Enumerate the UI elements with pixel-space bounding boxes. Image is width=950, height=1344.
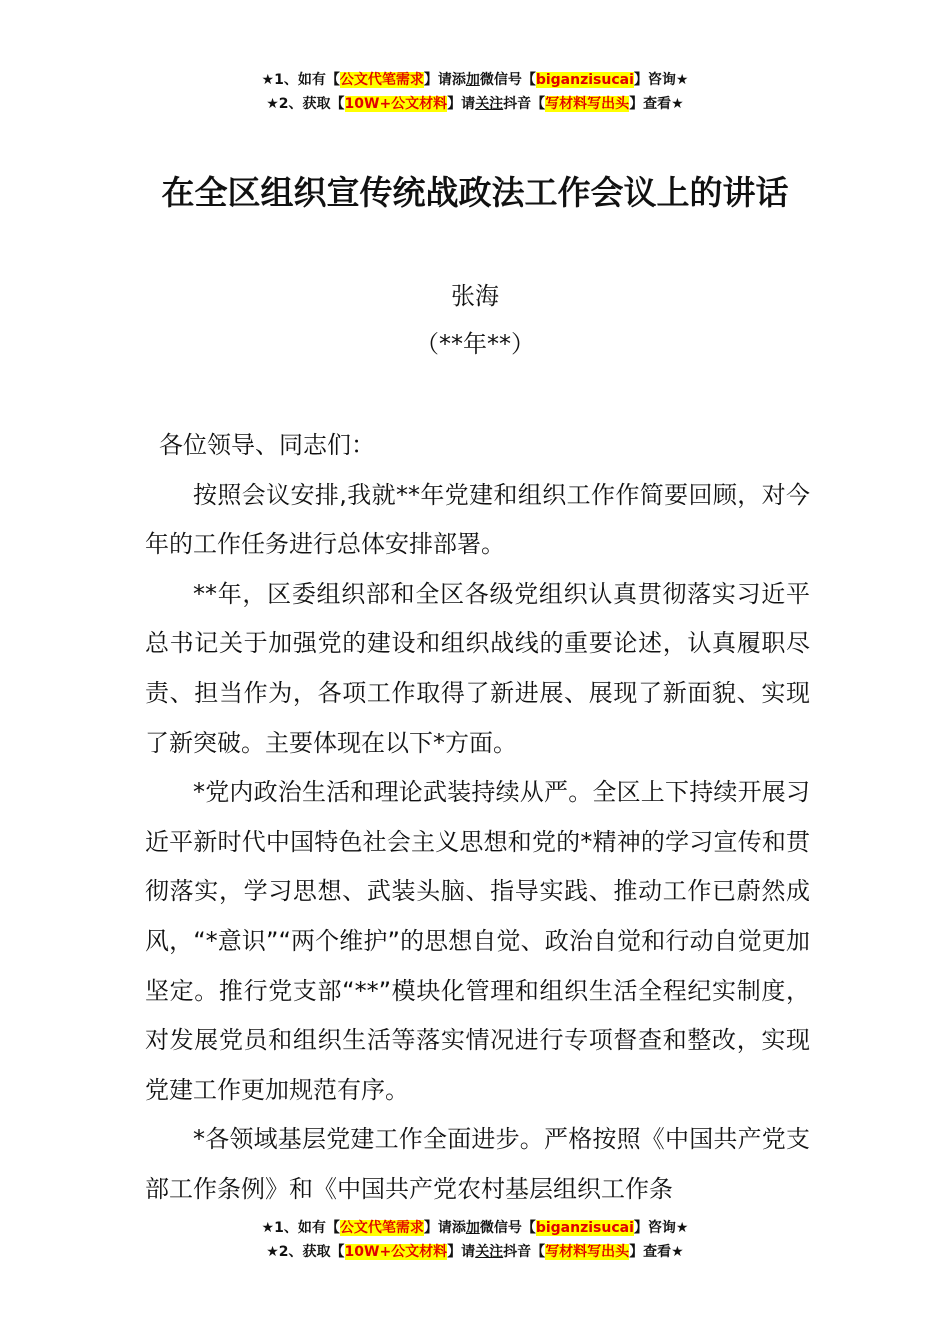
top-banner — [0, 68, 950, 116]
banner-text: ★1、如有【 — [261, 1220, 340, 1236]
paragraph: *各领域基层党建工作全面进步。严格按照《中国共产党支部工作条例》和《中国共产党农村基层组织工作条 — [145, 1125, 810, 1203]
banner-highlight: 公文代笔需求 — [339, 72, 424, 88]
banner-line-2 — [0, 1240, 950, 1264]
banner-text: 】查看★ — [629, 1244, 684, 1260]
banner-text: 】请添 — [423, 1220, 466, 1236]
banner-text: ★2、获取【 — [266, 96, 345, 112]
document-date: （**年**） — [415, 330, 535, 358]
paragraph: **年，区委组织部和全区各级党组织认真贯彻落实习近平总书记关于加强党的建设和组织战线的重要论述，认真履职尽责、担当作为，各项工作取得了新进展、展现了新面貌、实现了新突破。主要体现在以下*方面。 — [145, 579, 810, 757]
banner-text: 】请 — [447, 96, 476, 112]
salutation: 各位领导、同志们： — [159, 431, 375, 459]
banner-text: 】查看★ — [629, 96, 684, 112]
banner-text: 】咨询★ — [633, 1220, 689, 1236]
banner-highlight: 10W+公文材料 — [344, 96, 448, 112]
banner-text: 微信号【 — [479, 72, 536, 88]
banner-text: 抖音【 — [503, 96, 546, 112]
banner-text: 关注 — [475, 1244, 504, 1260]
banner-text: 微信号【 — [479, 1220, 536, 1236]
banner-line-2 — [0, 92, 950, 116]
banner-text: 加 — [465, 72, 480, 88]
banner-text: 】咨询★ — [633, 72, 689, 88]
banner-highlight: 10W+公文材料 — [344, 1244, 448, 1260]
bottom-banner — [0, 1216, 950, 1264]
banner-text: 加 — [465, 1220, 480, 1236]
banner-text: ★1、如有【 — [261, 72, 340, 88]
banner-highlight: biganzisucai — [535, 72, 634, 88]
banner-highlight: biganzisucai — [535, 1220, 634, 1236]
banner-highlight: 写材料写出头 — [545, 96, 630, 112]
banner-text: 】请 — [447, 1244, 476, 1260]
document-author: 张海 — [451, 282, 499, 310]
banner-text: 抖音【 — [503, 1244, 546, 1260]
banner-highlight: 公文代笔需求 — [339, 1220, 424, 1236]
banner-text: 】请添 — [423, 72, 466, 88]
banner-line-1 — [0, 1216, 950, 1240]
banner-text: 关注 — [475, 96, 504, 112]
banner-line-1 — [0, 68, 950, 92]
paragraph: 按照会议安排,我就**年党建和组织工作作简要回顾，对今年的工作任务进行总体安排部署。 — [145, 480, 810, 559]
banner-highlight: 写材料写出头 — [545, 1244, 630, 1260]
paragraph: *党内政治生活和理论武装持续从严。全区上下持续开展习近平新时代中国特色社会主义思想和党的*精神的学习宣传和贯彻落实，学习思想、武装头脑、指导实践、推动工作已蔚然成风，“*意识”“两个维护”的思想自觉、政治自觉和行动自觉更加坚定。推行党支部“**”模块化管理和组织生活全程纪实制度，对发展党员和组织生活等落实情况进行专项督查和整改，实现党建工作更加规范有序。 — [145, 778, 810, 1104]
document-title: 在全区组织宣传统战政法工作会议上的讲话 — [161, 173, 789, 212]
banner-text: ★2、获取【 — [266, 1244, 345, 1260]
document-body — [145, 421, 810, 1215]
